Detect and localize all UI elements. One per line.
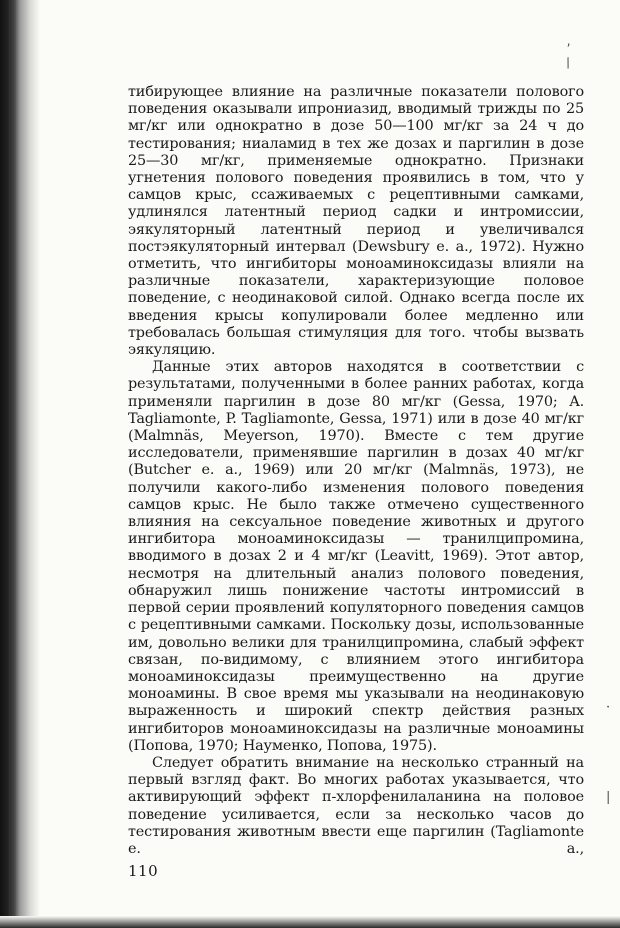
- page-bottom-shadow: [0, 916, 620, 928]
- page-text-block: [128, 84, 584, 858]
- paragraph-3: Следует обратить внимание на несколько странный на первый взгляд факт. Во многих работах указывается, что активирующий эффект п-хлорфенилаланина на половое поведение усиливается, если за несколько часов до тестирования животным ввести еще паргилин (Tagliamonte e. a.,: [128, 754, 584, 857]
- margin-pencil-mark: |: [606, 790, 611, 805]
- paragraph-1: тибирующее влияние на различные показатели полового поведения оказывали ипрониазид, вводимый трижды по 25 мг/кг или однократно в дозе 50—100 мг/кг за 24 ч до тестирования; ниаламид в тех же дозах и паргилин в дозе 25—30 мг/кг, применяемые однократно. Признаки угнетения полового поведения проявились в том, что у самцов крыс, ссаживаемых с рецептивными самками, удлинялся латентный период садки и интромиссии, эякуляторный латентный период и увеличивался постэякуляторный интервал (Dewsbury e. a., 1972). Нужно отметить, что ингибиторы моноаминоксидазы влияли на различные показатели, характеризующие половое поведение, с неодинаковой силой. Однако всегда после их введения крысы копулировали более медленно или требовалась большая стимуляция для того. чтобы вызвать эякуляцию.: [128, 84, 584, 359]
- margin-pencil-mark: /: [563, 55, 573, 72]
- margin-pencil-mark: ·: [606, 700, 611, 715]
- paragraph-2: Данные этих авторов находятся в соответствии с результатами, полученными в более ранних работах, когда применяли паргилин в дозе 80 мг/кг (Gessa, 1970; A. Tagliamonte, P. Tagliamonte, Gessa, 1971) или в дозе 40 мг/кг (Malmnäs, Meyerson, 1970). Вместе с тем другие исследователи, применявшие паргилин в дозах 40 мг/кг (Butcher e. a., 1969) или 20 мг/кг (Malmnäs, 1973), не получили какого-либо изменения полового поведения самцов крыс. Не было также отмечено существенного влияния на сексуальное поведение животных и другого ингибитора моноаминоксидазы — транилципромина, вводимого в дозах 2 и 4 мг/кг (Leavitt, 1969). Этот автор, несмотря на длительный анализ полового поведения, обнаружил лишь понижение частоты интромиссий в первой серии проявлений копуляторного поведения самцов с рецептивными самками. Поскольку дозы, использованные им, довольно велики для транилципромина, слабый эффект связан, по-видимому, с влиянием этого ингибитора моноаминоксидазы преимущественно на другие моноамины. В свое время мы указывали на неодинаковую выраженность и широкий спектр действия разных ингибиторов моноаминоксидазы на различные моноамины (Попова, 1970; Науменко, Попова, 1975).: [128, 359, 584, 754]
- spine-edge-line: [15, 0, 16, 928]
- spine-edge-line: [9, 0, 10, 928]
- book-spine-shadow: [0, 0, 40, 928]
- page-number: 110: [128, 862, 159, 880]
- margin-pencil-mark: ,: [564, 33, 572, 50]
